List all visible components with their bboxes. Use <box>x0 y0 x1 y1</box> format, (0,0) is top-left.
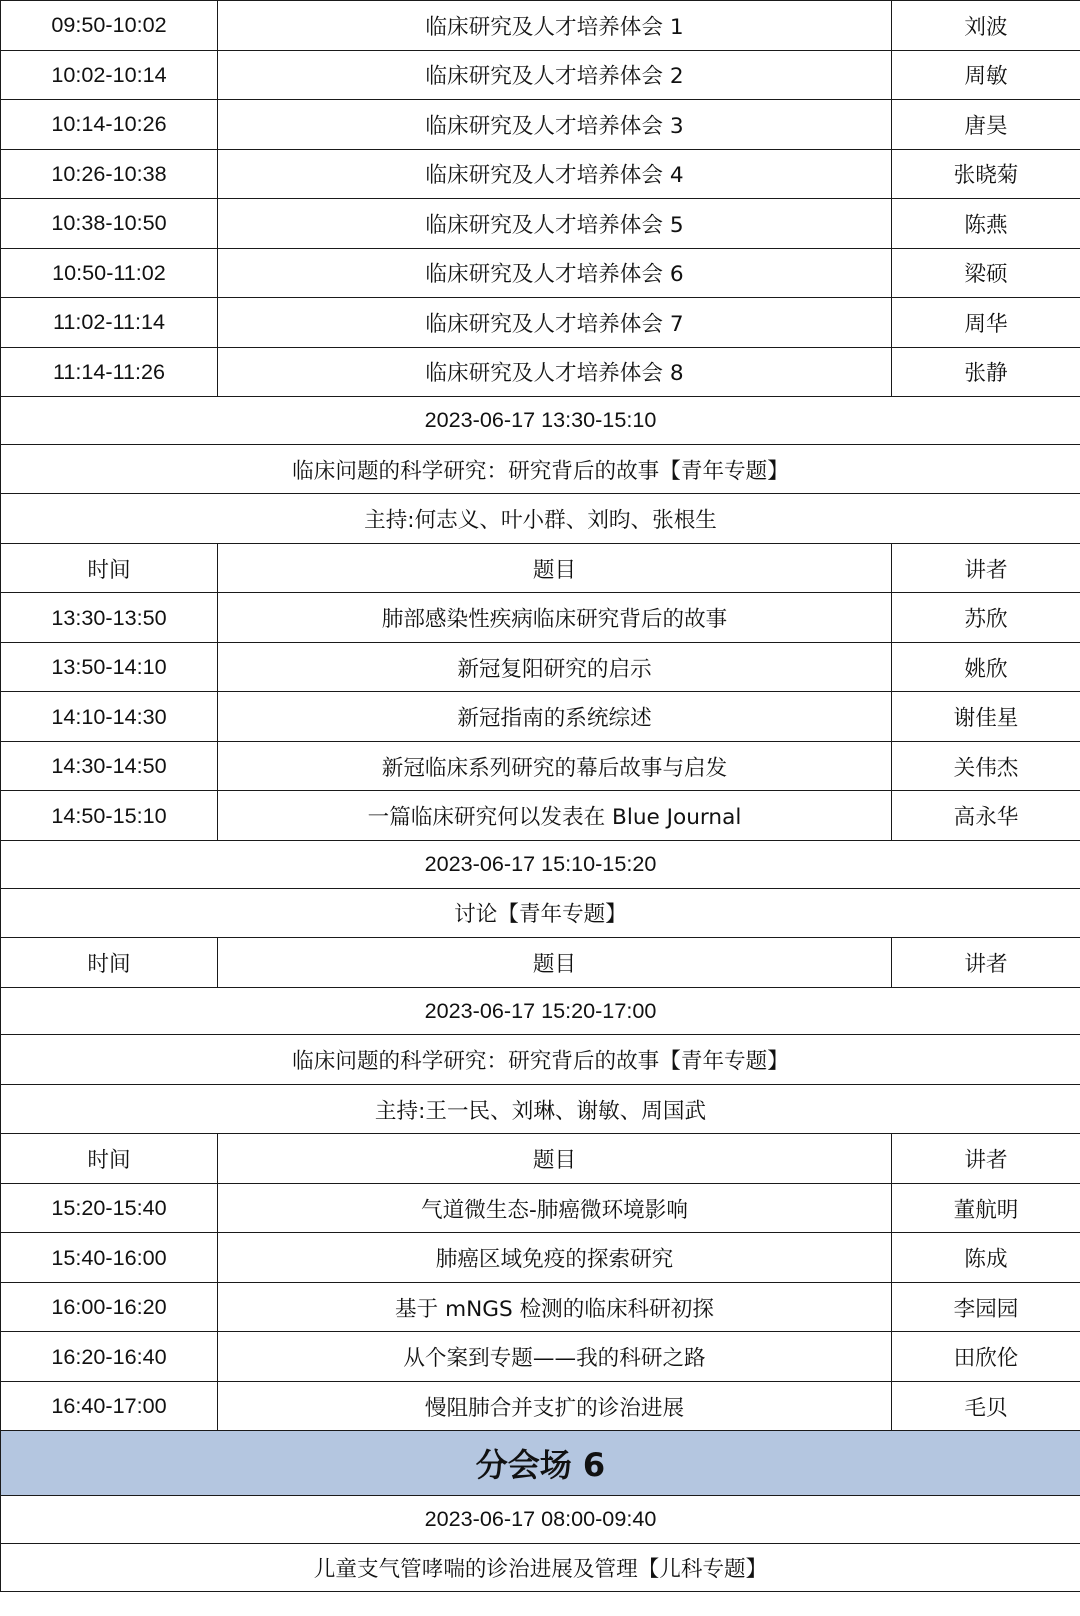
topic-cell: 新冠临床系列研究的幕后故事与启发 <box>218 741 892 791</box>
session-title: 临床问题的科学研究：研究背后的故事【青年专题】 <box>1 444 1080 494</box>
time-cell: 16:00-16:20 <box>1 1282 218 1332</box>
header-time: 时间 <box>1 938 218 988</box>
session-datetime: 2023-06-17 15:20-17:00 <box>1 987 1080 1035</box>
time-cell: 14:50-15:10 <box>1 791 218 841</box>
topic-cell: 临床研究及人才培养体会 7 <box>218 298 892 348</box>
speaker-cell: 张晓菊 <box>892 149 1080 199</box>
venue-header-row <box>1 1431 1080 1496</box>
session-datetime-row <box>1 1495 1080 1543</box>
time-cell: 11:02-11:14 <box>1 298 218 348</box>
header-speaker: 讲者 <box>892 543 1080 593</box>
speaker-cell: 陈成 <box>892 1233 1080 1283</box>
header-topic: 题目 <box>218 543 892 593</box>
session-host: 主持:何志义、叶小群、刘昀、张根生 <box>1 494 1080 544</box>
speaker-cell: 周华 <box>892 298 1080 348</box>
time-cell: 16:20-16:40 <box>1 1332 218 1382</box>
session-datetime: 2023-06-17 15:10-15:20 <box>1 840 1080 888</box>
session-title-row <box>1 888 1080 938</box>
session-datetime: 2023-06-17 13:30-15:10 <box>1 397 1080 445</box>
topic-cell: 新冠复阳研究的启示 <box>218 642 892 692</box>
topic-cell: 气道微生态-肺癌微环境影响 <box>218 1183 892 1233</box>
session-title: 儿童支气管哮喘的诊治进展及管理【儿科专题】 <box>1 1543 1080 1591</box>
time-cell: 10:38-10:50 <box>1 199 218 249</box>
table-row <box>1 593 1080 643</box>
speaker-cell: 李园园 <box>892 1282 1080 1332</box>
header-row <box>1 938 1080 988</box>
time-cell: 13:50-14:10 <box>1 642 218 692</box>
table-row <box>1 50 1080 100</box>
session-datetime-row <box>1 987 1080 1035</box>
table-row <box>1 791 1080 841</box>
table-row <box>1 298 1080 348</box>
session-datetime-row <box>1 840 1080 888</box>
topic-cell: 临床研究及人才培养体会 5 <box>218 199 892 249</box>
speaker-cell: 周敏 <box>892 50 1080 100</box>
session-title: 临床问题的科学研究：研究背后的故事【青年专题】 <box>1 1035 1080 1085</box>
session-host-row <box>1 494 1080 544</box>
speaker-cell: 田欣伦 <box>892 1332 1080 1382</box>
table-row <box>1 692 1080 742</box>
header-time: 时间 <box>1 1134 218 1184</box>
topic-cell: 临床研究及人才培养体会 4 <box>218 149 892 199</box>
table-row <box>1 1233 1080 1283</box>
session-host: 主持:王一民、刘琳、谢敏、周国武 <box>1 1084 1080 1134</box>
session-title: 讨论【青年专题】 <box>1 888 1080 938</box>
topic-cell: 临床研究及人才培养体会 2 <box>218 50 892 100</box>
table-row <box>1 1332 1080 1382</box>
table-row <box>1 100 1080 150</box>
topic-cell: 临床研究及人才培养体会 6 <box>218 248 892 298</box>
table-row <box>1 1282 1080 1332</box>
speaker-cell: 姚欣 <box>892 642 1080 692</box>
session-host-row <box>1 1084 1080 1134</box>
time-cell: 16:40-17:00 <box>1 1381 218 1431</box>
header-topic: 题目 <box>218 938 892 988</box>
header-speaker: 讲者 <box>892 1134 1080 1184</box>
session-title-row <box>1 444 1080 494</box>
time-cell: 14:30-14:50 <box>1 741 218 791</box>
topic-cell: 一篇临床研究何以发表在 Blue Journal <box>218 791 892 841</box>
time-cell: 10:14-10:26 <box>1 100 218 150</box>
speaker-cell: 董航明 <box>892 1183 1080 1233</box>
table-row <box>1 248 1080 298</box>
header-speaker: 讲者 <box>892 938 1080 988</box>
time-cell: 11:14-11:26 <box>1 347 218 397</box>
speaker-cell: 谢佳星 <box>892 692 1080 742</box>
speaker-cell: 陈燕 <box>892 199 1080 249</box>
speaker-cell: 唐昊 <box>892 100 1080 150</box>
topic-cell: 新冠指南的系统综述 <box>218 692 892 742</box>
table-row <box>1 149 1080 199</box>
time-cell: 15:40-16:00 <box>1 1233 218 1283</box>
topic-cell: 从个案到专题——我的科研之路 <box>218 1332 892 1382</box>
topic-cell: 临床研究及人才培养体会 1 <box>218 1 892 51</box>
topic-cell: 基于 mNGS 检测的临床科研初探 <box>218 1282 892 1332</box>
session-title-row <box>1 1543 1080 1591</box>
topic-cell: 临床研究及人才培养体会 3 <box>218 100 892 150</box>
time-cell: 14:10-14:30 <box>1 692 218 742</box>
speaker-cell: 苏欣 <box>892 593 1080 643</box>
table-row <box>1 1381 1080 1431</box>
speaker-cell: 梁硕 <box>892 248 1080 298</box>
time-cell: 15:20-15:40 <box>1 1183 218 1233</box>
topic-cell: 肺部感染性疾病临床研究背后的故事 <box>218 593 892 643</box>
session-datetime-row <box>1 397 1080 445</box>
session-title-row <box>1 1035 1080 1085</box>
header-row <box>1 1134 1080 1184</box>
table-row <box>1 199 1080 249</box>
header-topic: 题目 <box>218 1134 892 1184</box>
speaker-cell: 刘波 <box>892 1 1080 51</box>
speaker-cell: 张静 <box>892 347 1080 397</box>
header-time: 时间 <box>1 543 218 593</box>
table-row <box>1 741 1080 791</box>
time-cell: 13:30-13:50 <box>1 593 218 643</box>
speaker-cell: 关伟杰 <box>892 741 1080 791</box>
time-cell: 10:50-11:02 <box>1 248 218 298</box>
time-cell: 10:26-10:38 <box>1 149 218 199</box>
speaker-cell: 毛贝 <box>892 1381 1080 1431</box>
table-row <box>1 1 1080 51</box>
venue-title: 分会场 6 <box>1 1431 1080 1496</box>
speaker-cell: 高永华 <box>892 791 1080 841</box>
table-row <box>1 642 1080 692</box>
time-cell: 10:02-10:14 <box>1 50 218 100</box>
table-row <box>1 1183 1080 1233</box>
table-row <box>1 347 1080 397</box>
topic-cell: 临床研究及人才培养体会 8 <box>218 347 892 397</box>
header-row <box>1 543 1080 593</box>
topic-cell: 肺癌区域免疫的探索研究 <box>218 1233 892 1283</box>
time-cell: 09:50-10:02 <box>1 1 218 51</box>
topic-cell: 慢阻肺合并支扩的诊治进展 <box>218 1381 892 1431</box>
session-datetime: 2023-06-17 08:00-09:40 <box>1 1495 1080 1543</box>
